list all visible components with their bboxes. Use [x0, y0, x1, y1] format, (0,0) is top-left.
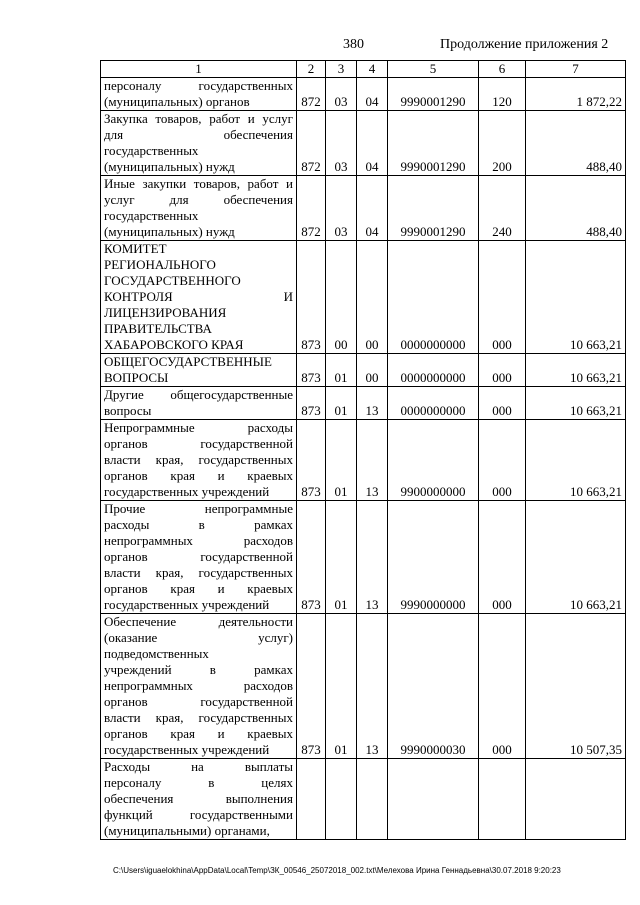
- target-article-cell: 0000000000: [388, 241, 479, 354]
- row-name-line: органов края и краевых: [104, 726, 293, 741]
- expense-type-cell: 000: [479, 420, 526, 501]
- amount-cell: 10 507,35: [526, 614, 626, 759]
- admin-code-cell: 873: [297, 354, 326, 387]
- subsection-code-cell: 04: [357, 78, 388, 111]
- admin-code-cell: 873: [297, 387, 326, 420]
- target-article-cell: 9990001290: [388, 78, 479, 111]
- table-row: [101, 354, 626, 387]
- row-name-line: государственных: [104, 208, 199, 223]
- row-name-line: государственных учреждений: [104, 742, 270, 757]
- row-name-line: КОНТРОЛЯ И: [104, 289, 293, 304]
- row-name-line: расходы в рамках: [104, 517, 293, 532]
- appendix-note: Продолжение приложения 2: [440, 37, 609, 52]
- section-code-cell: 01: [326, 354, 357, 387]
- row-name-line: органов государственной: [104, 694, 293, 709]
- row-name-cell: [101, 354, 297, 387]
- expense-type-cell: 120: [479, 78, 526, 111]
- amount-cell: 10 663,21: [526, 387, 626, 420]
- amount-cell: 10 663,21: [526, 354, 626, 387]
- target-article-cell: 9990001290: [388, 176, 479, 241]
- target-article-cell: [388, 759, 479, 840]
- row-name-line: учреждений в рамках: [104, 662, 293, 677]
- row-name-line: Другие общегосударственные: [104, 387, 293, 402]
- column-header: 2: [297, 61, 326, 78]
- admin-code-cell: 873: [297, 614, 326, 759]
- section-code-cell: 03: [326, 176, 357, 241]
- table-row: [101, 78, 626, 111]
- table-row: [101, 501, 626, 614]
- row-name-line: органов края и краевых: [104, 581, 293, 596]
- row-name-line: Иные закупки товаров, работ и: [104, 176, 293, 191]
- admin-code-cell: 872: [297, 111, 326, 176]
- table-row: [101, 420, 626, 501]
- subsection-code-cell: 13: [357, 501, 388, 614]
- row-name-line: непрограммных расходов: [104, 533, 293, 548]
- target-article-cell: 9900000000: [388, 420, 479, 501]
- column-header: 4: [357, 61, 388, 78]
- row-name-line: услуг для обеспечения: [104, 192, 293, 207]
- expense-type-cell: 000: [479, 354, 526, 387]
- expense-type-cell: [479, 759, 526, 840]
- expense-type-cell: 000: [479, 614, 526, 759]
- row-name-cell: [101, 759, 297, 840]
- section-code-cell: 01: [326, 501, 357, 614]
- subsection-code-cell: 00: [357, 354, 388, 387]
- section-code-cell: 00: [326, 241, 357, 354]
- admin-code-cell: 873: [297, 501, 326, 614]
- expense-type-cell: 240: [479, 176, 526, 241]
- row-name-line: ЛИЦЕНЗИРОВАНИЯ: [104, 305, 227, 320]
- table-row: [101, 759, 626, 840]
- expense-type-cell: 000: [479, 387, 526, 420]
- admin-code-cell: 873: [297, 420, 326, 501]
- row-name-line: ГОСУДАРСТВЕННОГО: [104, 273, 241, 288]
- table-row: [101, 387, 626, 420]
- row-name-line: функций государственными: [104, 807, 293, 822]
- target-article-cell: 9990000030: [388, 614, 479, 759]
- amount-cell: [526, 759, 626, 840]
- row-name-line: Непрограммные расходы: [104, 420, 293, 435]
- section-code-cell: 03: [326, 111, 357, 176]
- expense-type-cell: 200: [479, 111, 526, 176]
- row-name-line: для обеспечения: [104, 127, 293, 142]
- row-name-line: РЕГИОНАЛЬНОГО: [104, 257, 216, 272]
- amount-cell: 488,40: [526, 176, 626, 241]
- amount-cell: 10 663,21: [526, 501, 626, 614]
- expense-type-cell: 000: [479, 241, 526, 354]
- row-name-line: Расходы на выплаты: [104, 759, 293, 774]
- section-code-cell: 01: [326, 420, 357, 501]
- row-name-line: власти края, государственных: [104, 452, 293, 467]
- subsection-code-cell: 00: [357, 241, 388, 354]
- section-code-cell: [326, 759, 357, 840]
- admin-code-cell: [297, 759, 326, 840]
- row-name-line: государственных учреждений: [104, 597, 270, 612]
- row-name-line: вопросы: [104, 403, 152, 418]
- subsection-code-cell: 13: [357, 387, 388, 420]
- subsection-code-cell: 04: [357, 176, 388, 241]
- row-name-cell: [101, 111, 297, 176]
- table-header-row: [101, 61, 626, 78]
- row-name-cell: [101, 387, 297, 420]
- row-name-line: непрограммных расходов: [104, 678, 293, 693]
- target-article-cell: 0000000000: [388, 354, 479, 387]
- row-name-line: персоналу в целях: [104, 775, 293, 790]
- subsection-code-cell: 13: [357, 614, 388, 759]
- amount-cell: 10 663,21: [526, 241, 626, 354]
- table-row: [101, 614, 626, 759]
- row-name-line: Обеспечение деятельности: [104, 614, 293, 629]
- row-name-cell: [101, 614, 297, 759]
- row-name-line: (оказание услуг): [104, 630, 293, 645]
- subsection-code-cell: [357, 759, 388, 840]
- section-code-cell: 01: [326, 387, 357, 420]
- admin-code-cell: 872: [297, 78, 326, 111]
- column-header: 3: [326, 61, 357, 78]
- section-code-cell: 03: [326, 78, 357, 111]
- row-name-line: Прочие непрограммные: [104, 501, 293, 516]
- row-name-line: власти края, государственных: [104, 710, 293, 725]
- row-name-line: (муниципальных) органов: [104, 94, 250, 109]
- footer-path: C:\Users\iguaelokhina\AppData\Local\Temp\ЗК_00546_25072018_002.txt\Мелехова Ирина Геннадьевна\30.07.2018 9:20:23: [113, 866, 561, 875]
- row-name-line: ОБЩЕГОСУДАРСТВЕННЫЕ: [104, 354, 272, 369]
- target-article-cell: 9990001290: [388, 111, 479, 176]
- table-row: [101, 241, 626, 354]
- row-name-line: ХАБАРОВСКОГО КРАЯ: [104, 337, 244, 352]
- target-article-cell: 9990000000: [388, 501, 479, 614]
- target-article-cell: 0000000000: [388, 387, 479, 420]
- column-header: 1: [101, 61, 297, 78]
- row-name-line: обеспечения выполнения: [104, 791, 293, 806]
- row-name-cell: [101, 78, 297, 111]
- table-row: [101, 111, 626, 176]
- column-header: 6: [479, 61, 526, 78]
- section-code-cell: 01: [326, 614, 357, 759]
- row-name-line: ПРАВИТЕЛЬСТВА: [104, 321, 212, 336]
- row-name-line: органов края и краевых: [104, 468, 293, 483]
- row-name-line: органов государственной: [104, 436, 293, 451]
- table-row: [101, 176, 626, 241]
- admin-code-cell: 873: [297, 241, 326, 354]
- column-header: 5: [388, 61, 479, 78]
- row-name-line: государственных: [104, 143, 199, 158]
- column-header: 7: [526, 61, 626, 78]
- row-name-line: государственных учреждений: [104, 484, 270, 499]
- row-name-line: подведомственных: [104, 646, 209, 661]
- row-name-line: органов государственной: [104, 549, 293, 564]
- row-name-cell: [101, 420, 297, 501]
- row-name-line: персоналу государственных: [104, 78, 293, 93]
- amount-cell: 10 663,21: [526, 420, 626, 501]
- admin-code-cell: 872: [297, 176, 326, 241]
- row-name-line: КОМИТЕТ: [104, 241, 167, 256]
- subsection-code-cell: 13: [357, 420, 388, 501]
- row-name-line: Закупка товаров, работ и услуг: [104, 111, 293, 126]
- amount-cell: 488,40: [526, 111, 626, 176]
- row-name-line: ВОПРОСЫ: [104, 370, 169, 385]
- row-name-cell: [101, 241, 297, 354]
- row-name-cell: [101, 501, 297, 614]
- table-body: [101, 78, 626, 840]
- row-name-line: (муниципальных) нужд: [104, 224, 235, 239]
- amount-cell: 1 872,22: [526, 78, 626, 111]
- budget-table: [100, 60, 626, 840]
- expense-type-cell: 000: [479, 501, 526, 614]
- subsection-code-cell: 04: [357, 111, 388, 176]
- row-name-cell: [101, 176, 297, 241]
- row-name-line: (муниципальными) органами,: [104, 823, 270, 838]
- row-name-line: (муниципальных) нужд: [104, 159, 235, 174]
- page-number: 380: [343, 37, 364, 52]
- row-name-line: власти края, государственных: [104, 565, 293, 580]
